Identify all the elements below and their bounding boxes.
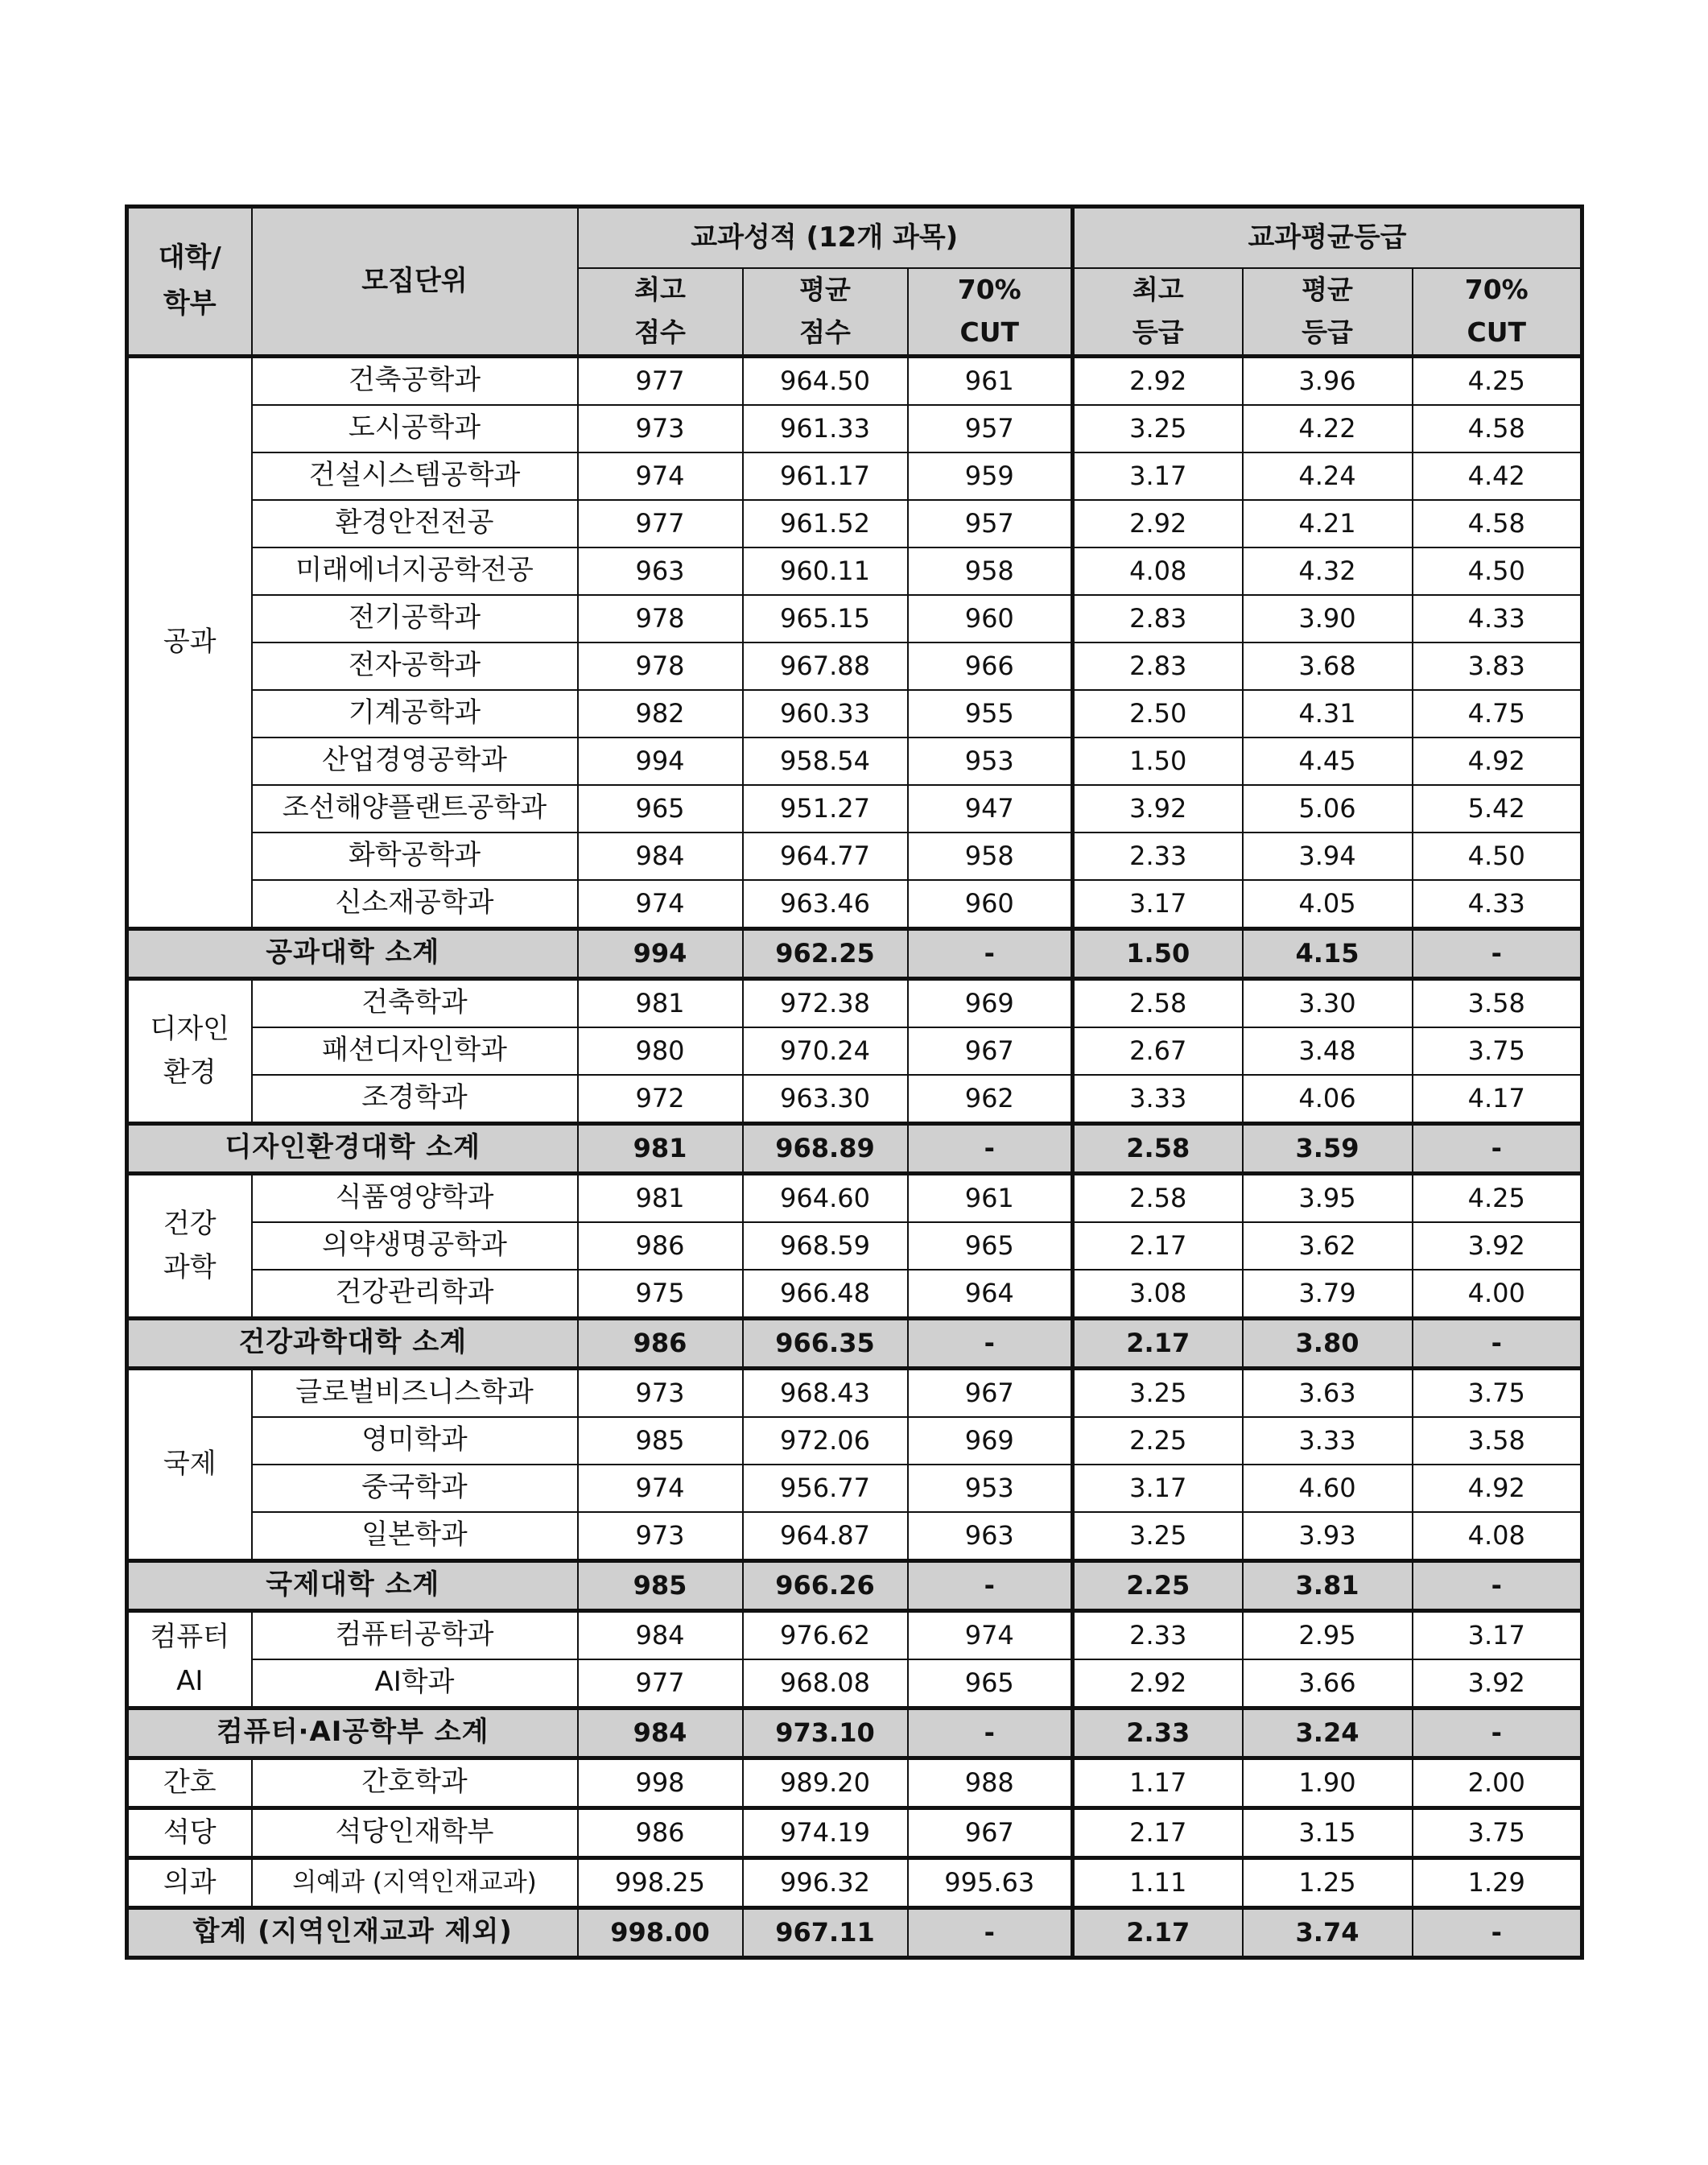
value-cell: 4.00 — [1413, 1270, 1582, 1319]
value-cell: 4.33 — [1413, 595, 1582, 642]
subtotal-value: 2.58 — [1073, 1123, 1243, 1173]
subtotal-value: 3.24 — [1243, 1708, 1413, 1758]
value-cell: 3.33 — [1243, 1417, 1413, 1465]
table-row — [127, 595, 1582, 642]
value-cell: 962 — [908, 1075, 1073, 1124]
college-cell: 간호 — [127, 1758, 252, 1808]
value-cell: 972.38 — [743, 978, 908, 1027]
value-cell: 2.58 — [1073, 978, 1243, 1027]
unit-cell: 도시공학과 — [252, 405, 578, 452]
value-cell: 967 — [908, 1027, 1073, 1075]
value-cell: 986 — [578, 1808, 743, 1857]
value-cell: 3.75 — [1413, 1808, 1582, 1857]
value-cell: 3.79 — [1243, 1270, 1413, 1319]
subtotal-value: 973.10 — [743, 1708, 908, 1758]
subtotal-row — [127, 1560, 1582, 1610]
value-cell: 960 — [908, 595, 1073, 642]
college-cell: 의과 — [127, 1857, 252, 1907]
admission-results-table — [125, 205, 1584, 1960]
total-value: 3.74 — [1243, 1907, 1413, 1957]
total-label: 합계 (지역인재교과 제외) — [127, 1907, 578, 1957]
value-cell: 3.83 — [1413, 642, 1582, 690]
value-cell: 2.33 — [1073, 833, 1243, 880]
value-cell: 986 — [578, 1222, 743, 1270]
max-score-header: 최고 점수 — [578, 268, 743, 356]
value-cell: 980 — [578, 1027, 743, 1075]
value-cell: 975 — [578, 1270, 743, 1319]
subtotal-value: 981 — [578, 1123, 743, 1173]
table-body — [127, 356, 1582, 1957]
value-cell: 4.92 — [1413, 738, 1582, 785]
table-row — [127, 356, 1582, 405]
value-cell: 967 — [908, 1368, 1073, 1417]
value-cell: 3.08 — [1073, 1270, 1243, 1319]
value-cell: 974 — [578, 1465, 743, 1512]
subtotal-value: 3.59 — [1243, 1123, 1413, 1173]
value-cell: 973 — [578, 1368, 743, 1417]
subtotal-label: 공과대학 소계 — [127, 928, 578, 978]
value-cell: 2.58 — [1073, 1173, 1243, 1222]
value-cell: 4.24 — [1243, 452, 1413, 500]
table-row — [127, 1368, 1582, 1417]
table-row — [127, 1417, 1582, 1465]
value-cell: 2.25 — [1073, 1417, 1243, 1465]
value-cell: 998.25 — [578, 1857, 743, 1907]
value-cell: 4.22 — [1243, 405, 1413, 452]
unit-cell: 영미학과 — [252, 1417, 578, 1465]
grade-group-header: 교과평균등급 — [1073, 207, 1582, 269]
value-cell: 985 — [578, 1417, 743, 1465]
subtotal-value: - — [908, 1123, 1073, 1173]
value-cell: 961 — [908, 356, 1073, 405]
table-row — [127, 880, 1582, 929]
subtotal-value: - — [908, 1708, 1073, 1758]
value-cell: 961.52 — [743, 500, 908, 547]
value-cell: 961.17 — [743, 452, 908, 500]
value-cell: 973 — [578, 405, 743, 452]
value-cell: 2.17 — [1073, 1222, 1243, 1270]
value-cell: 2.92 — [1073, 1659, 1243, 1708]
value-cell: 4.75 — [1413, 690, 1582, 738]
subtotal-value: - — [908, 1318, 1073, 1368]
subtotal-value: 985 — [578, 1560, 743, 1610]
college-cell: 디자인 환경 — [127, 978, 252, 1123]
value-cell: 963 — [908, 1512, 1073, 1561]
value-cell: 3.96 — [1243, 356, 1413, 405]
value-cell: 963.30 — [743, 1075, 908, 1124]
unit-cell: 환경안전전공 — [252, 500, 578, 547]
value-cell: 3.17 — [1073, 452, 1243, 500]
value-cell: 964.60 — [743, 1173, 908, 1222]
table-row — [127, 1270, 1582, 1319]
value-cell: 970.24 — [743, 1027, 908, 1075]
table-row — [127, 1512, 1582, 1561]
value-cell: 951.27 — [743, 785, 908, 833]
table-row — [127, 1857, 1582, 1907]
table-row — [127, 1758, 1582, 1808]
subtotal-row — [127, 1708, 1582, 1758]
subtotal-value: 2.33 — [1073, 1708, 1243, 1758]
score-group-header: 교과성적 (12개 과목) — [578, 207, 1073, 269]
value-cell: 3.90 — [1243, 595, 1413, 642]
unit-cell: 건설시스템공학과 — [252, 452, 578, 500]
unit-cell: 신소재공학과 — [252, 880, 578, 929]
max-grade-header: 최고 등급 — [1073, 268, 1243, 356]
subtotal-value: - — [908, 928, 1073, 978]
college-header: 대학/ 학부 — [127, 207, 252, 357]
unit-cell: 산업경영공학과 — [252, 738, 578, 785]
value-cell: 965 — [578, 785, 743, 833]
value-cell: 4.25 — [1413, 1173, 1582, 1222]
value-cell: 974 — [908, 1610, 1073, 1659]
subtotal-value: 994 — [578, 928, 743, 978]
value-cell: 2.95 — [1243, 1610, 1413, 1659]
subtotal-value: 984 — [578, 1708, 743, 1758]
subtotal-value: - — [1413, 928, 1582, 978]
value-cell: 4.05 — [1243, 880, 1413, 929]
value-cell: 960.11 — [743, 547, 908, 595]
value-cell: 968.43 — [743, 1368, 908, 1417]
value-cell: 3.75 — [1413, 1027, 1582, 1075]
value-cell: 969 — [908, 978, 1073, 1027]
value-cell: 947 — [908, 785, 1073, 833]
value-cell: 2.67 — [1073, 1027, 1243, 1075]
table-row — [127, 1659, 1582, 1708]
subtotal-value: 3.81 — [1243, 1560, 1413, 1610]
subtotal-row — [127, 928, 1582, 978]
value-cell: 978 — [578, 642, 743, 690]
value-cell: 961.33 — [743, 405, 908, 452]
value-cell: 994 — [578, 738, 743, 785]
table-row — [127, 833, 1582, 880]
value-cell: 3.25 — [1073, 405, 1243, 452]
subtotal-value: 4.15 — [1243, 928, 1413, 978]
subtotal-value: 3.80 — [1243, 1318, 1413, 1368]
unit-cell: 의약생명공학과 — [252, 1222, 578, 1270]
subtotal-label: 디자인환경대학 소계 — [127, 1123, 578, 1173]
value-cell: 965 — [908, 1222, 1073, 1270]
unit-header: 모집단위 — [252, 207, 578, 357]
value-cell: 967 — [908, 1808, 1073, 1857]
unit-cell: 조선해양플랜트공학과 — [252, 785, 578, 833]
table-row — [127, 1610, 1582, 1659]
value-cell: 996.32 — [743, 1857, 908, 1907]
subtotal-value: - — [1413, 1123, 1582, 1173]
value-cell: 2.50 — [1073, 690, 1243, 738]
value-cell: 984 — [578, 1610, 743, 1659]
value-cell: 953 — [908, 738, 1073, 785]
value-cell: 1.29 — [1413, 1857, 1582, 1907]
value-cell: 2.33 — [1073, 1610, 1243, 1659]
unit-cell: 패션디자인학과 — [252, 1027, 578, 1075]
value-cell: 1.17 — [1073, 1758, 1243, 1808]
subtotal-value: - — [1413, 1318, 1582, 1368]
value-cell: 2.92 — [1073, 500, 1243, 547]
value-cell: 4.45 — [1243, 738, 1413, 785]
table-row — [127, 738, 1582, 785]
table-row — [127, 1173, 1582, 1222]
subtotal-value: 2.17 — [1073, 1318, 1243, 1368]
unit-cell: 컴퓨터공학과 — [252, 1610, 578, 1659]
unit-cell: 일본학과 — [252, 1512, 578, 1561]
unit-cell: 화학공학과 — [252, 833, 578, 880]
value-cell: 974 — [578, 880, 743, 929]
value-cell: 3.17 — [1413, 1610, 1582, 1659]
value-cell: 3.75 — [1413, 1368, 1582, 1417]
value-cell: 4.58 — [1413, 500, 1582, 547]
value-cell: 976.62 — [743, 1610, 908, 1659]
value-cell: 977 — [578, 500, 743, 547]
value-cell: 955 — [908, 690, 1073, 738]
table-header — [127, 207, 1582, 357]
value-cell: 958.54 — [743, 738, 908, 785]
value-cell: 3.93 — [1243, 1512, 1413, 1561]
value-cell: 1.11 — [1073, 1857, 1243, 1907]
table-row — [127, 978, 1582, 1027]
value-cell: 977 — [578, 356, 743, 405]
value-cell: 4.33 — [1413, 880, 1582, 929]
value-cell: 4.58 — [1413, 405, 1582, 452]
value-cell: 4.50 — [1413, 833, 1582, 880]
value-cell: 959 — [908, 452, 1073, 500]
value-cell: 995.63 — [908, 1857, 1073, 1907]
total-value: - — [908, 1907, 1073, 1957]
value-cell: 3.66 — [1243, 1659, 1413, 1708]
value-cell: 978 — [578, 595, 743, 642]
college-cell: 컴퓨터 AI — [127, 1610, 252, 1708]
unit-cell: 조경학과 — [252, 1075, 578, 1124]
value-cell: 974 — [578, 452, 743, 500]
value-cell: 3.58 — [1413, 1417, 1582, 1465]
table-row — [127, 405, 1582, 452]
value-cell: 965.15 — [743, 595, 908, 642]
value-cell: 3.25 — [1073, 1368, 1243, 1417]
value-cell: 957 — [908, 405, 1073, 452]
value-cell: 4.31 — [1243, 690, 1413, 738]
unit-cell: 식품영양학과 — [252, 1173, 578, 1222]
college-cell: 건강 과학 — [127, 1173, 252, 1318]
table-row — [127, 1075, 1582, 1124]
value-cell: 3.92 — [1073, 785, 1243, 833]
value-cell: 953 — [908, 1465, 1073, 1512]
value-cell: 2.83 — [1073, 642, 1243, 690]
value-cell: 977 — [578, 1659, 743, 1708]
value-cell: 3.68 — [1243, 642, 1413, 690]
value-cell: 988 — [908, 1758, 1073, 1808]
subtotal-value: 1.50 — [1073, 928, 1243, 978]
unit-cell: 건축공학과 — [252, 356, 578, 405]
table-row — [127, 500, 1582, 547]
value-cell: 3.94 — [1243, 833, 1413, 880]
value-cell: 2.17 — [1073, 1808, 1243, 1857]
value-cell: 1.50 — [1073, 738, 1243, 785]
total-value: 998.00 — [578, 1907, 743, 1957]
avg-grade-header: 평균 등급 — [1243, 268, 1413, 356]
subtotal-label: 국제대학 소계 — [127, 1560, 578, 1610]
unit-cell: AI학과 — [252, 1659, 578, 1708]
unit-cell: 건축학과 — [252, 978, 578, 1027]
subtotal-value: 2.25 — [1073, 1560, 1243, 1610]
value-cell: 966 — [908, 642, 1073, 690]
college-cell: 공과 — [127, 356, 252, 928]
subtotal-label: 컴퓨터·AI공학부 소계 — [127, 1708, 578, 1758]
avg-score-header: 평균 점수 — [743, 268, 908, 356]
value-cell: 4.92 — [1413, 1465, 1582, 1512]
total-value: 967.11 — [743, 1907, 908, 1957]
value-cell: 4.08 — [1073, 547, 1243, 595]
value-cell: 981 — [578, 978, 743, 1027]
value-cell: 972 — [578, 1075, 743, 1124]
subtotal-value: 966.26 — [743, 1560, 908, 1610]
value-cell: 974.19 — [743, 1808, 908, 1857]
value-cell: 3.30 — [1243, 978, 1413, 1027]
unit-cell: 중국학과 — [252, 1465, 578, 1512]
value-cell: 2.00 — [1413, 1758, 1582, 1808]
value-cell: 4.08 — [1413, 1512, 1582, 1561]
value-cell: 4.42 — [1413, 452, 1582, 500]
unit-cell: 전기공학과 — [252, 595, 578, 642]
unit-cell: 글로벌비즈니스학과 — [252, 1368, 578, 1417]
value-cell: 964.87 — [743, 1512, 908, 1561]
subtotal-value: - — [1413, 1708, 1582, 1758]
value-cell: 3.92 — [1413, 1222, 1582, 1270]
value-cell: 3.63 — [1243, 1368, 1413, 1417]
value-cell: 3.92 — [1413, 1659, 1582, 1708]
table-row — [127, 1027, 1582, 1075]
value-cell: 968.59 — [743, 1222, 908, 1270]
college-cell: 석당 — [127, 1808, 252, 1857]
table-row — [127, 1465, 1582, 1512]
value-cell: 998 — [578, 1758, 743, 1808]
value-cell: 5.42 — [1413, 785, 1582, 833]
subtotal-value: - — [908, 1560, 1073, 1610]
value-cell: 4.50 — [1413, 547, 1582, 595]
subtotal-value: 962.25 — [743, 928, 908, 978]
value-cell: 4.25 — [1413, 356, 1582, 405]
value-cell: 958 — [908, 833, 1073, 880]
college-cell: 국제 — [127, 1368, 252, 1560]
value-cell: 958 — [908, 547, 1073, 595]
value-cell: 5.06 — [1243, 785, 1413, 833]
unit-cell: 전자공학과 — [252, 642, 578, 690]
table-row — [127, 452, 1582, 500]
unit-cell: 의예과 (지역인재교과) — [252, 1857, 578, 1907]
value-cell: 973 — [578, 1512, 743, 1561]
value-cell: 972.06 — [743, 1417, 908, 1465]
cut-grade-header: 70% CUT — [1413, 268, 1582, 356]
value-cell: 984 — [578, 833, 743, 880]
table-row — [127, 1808, 1582, 1857]
value-cell: 3.25 — [1073, 1512, 1243, 1561]
value-cell: 3.58 — [1413, 978, 1582, 1027]
subtotal-row — [127, 1123, 1582, 1173]
value-cell: 4.60 — [1243, 1465, 1413, 1512]
table-row — [127, 642, 1582, 690]
value-cell: 964.50 — [743, 356, 908, 405]
table-row — [127, 1222, 1582, 1270]
value-cell: 966.48 — [743, 1270, 908, 1319]
table-row — [127, 785, 1582, 833]
value-cell: 964.77 — [743, 833, 908, 880]
value-cell: 964 — [908, 1270, 1073, 1319]
subtotal-value: - — [1413, 1560, 1582, 1610]
value-cell: 2.83 — [1073, 595, 1243, 642]
value-cell: 4.06 — [1243, 1075, 1413, 1124]
unit-cell: 미래에너지공학전공 — [252, 547, 578, 595]
unit-cell: 간호학과 — [252, 1758, 578, 1808]
value-cell: 3.33 — [1073, 1075, 1243, 1124]
value-cell: 3.17 — [1073, 1465, 1243, 1512]
value-cell: 969 — [908, 1417, 1073, 1465]
value-cell: 963.46 — [743, 880, 908, 929]
value-cell: 957 — [908, 500, 1073, 547]
value-cell: 1.25 — [1243, 1857, 1413, 1907]
value-cell: 960 — [908, 880, 1073, 929]
value-cell: 981 — [578, 1173, 743, 1222]
unit-cell: 석당인재학부 — [252, 1808, 578, 1857]
value-cell: 989.20 — [743, 1758, 908, 1808]
total-value: 2.17 — [1073, 1907, 1243, 1957]
value-cell: 956.77 — [743, 1465, 908, 1512]
total-value: - — [1413, 1907, 1582, 1957]
value-cell: 3.48 — [1243, 1027, 1413, 1075]
value-cell: 960.33 — [743, 690, 908, 738]
value-cell: 963 — [578, 547, 743, 595]
subtotal-value: 966.35 — [743, 1318, 908, 1368]
value-cell: 3.15 — [1243, 1808, 1413, 1857]
subtotal-label: 건강과학대학 소계 — [127, 1318, 578, 1368]
unit-cell: 기계공학과 — [252, 690, 578, 738]
subtotal-value: 968.89 — [743, 1123, 908, 1173]
value-cell: 965 — [908, 1659, 1073, 1708]
value-cell: 3.62 — [1243, 1222, 1413, 1270]
value-cell: 968.08 — [743, 1659, 908, 1708]
subtotal-row — [127, 1318, 1582, 1368]
value-cell: 967.88 — [743, 642, 908, 690]
cut-score-header: 70% CUT — [908, 268, 1073, 356]
value-cell: 982 — [578, 690, 743, 738]
value-cell: 961 — [908, 1173, 1073, 1222]
value-cell: 3.95 — [1243, 1173, 1413, 1222]
table-row — [127, 690, 1582, 738]
value-cell: 1.90 — [1243, 1758, 1413, 1808]
subtotal-value: 986 — [578, 1318, 743, 1368]
table-row — [127, 547, 1582, 595]
value-cell: 4.21 — [1243, 500, 1413, 547]
value-cell: 2.92 — [1073, 356, 1243, 405]
unit-cell: 건강관리학과 — [252, 1270, 578, 1319]
value-cell: 3.17 — [1073, 880, 1243, 929]
value-cell: 4.17 — [1413, 1075, 1582, 1124]
total-row — [127, 1907, 1582, 1957]
value-cell: 4.32 — [1243, 547, 1413, 595]
